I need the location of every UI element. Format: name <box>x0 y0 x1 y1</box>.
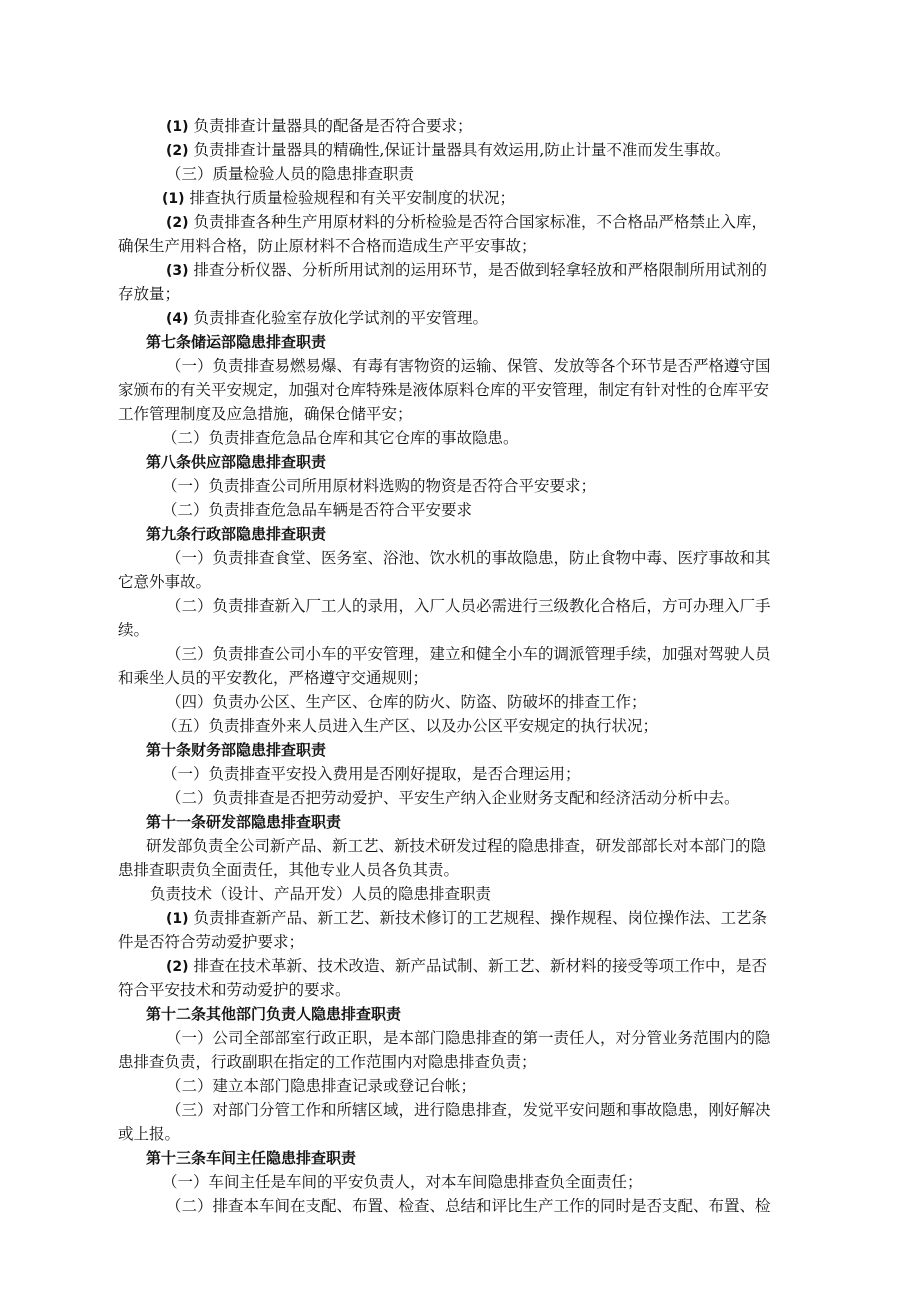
paragraph-line: （一）负责排查平安投入费用是否刚好提取，是否合理运用； <box>162 765 581 783</box>
paragraph-line: 工作管理制度及应急措施，确保仓储平安； <box>118 405 413 423</box>
section-heading: 第十一条研发部隐患排查职责 <box>146 813 342 831</box>
paragraph-line: 确保生产用料合格，防止原材料不合格而造成生产平安事故； <box>118 237 537 255</box>
section-heading: 第八条供应部隐患排查职责 <box>146 453 327 471</box>
paragraph-line: （二）负责排查危急品车辆是否符合平安要求 <box>162 501 473 519</box>
paragraph-line: 件是否符合劳动爱护要求； <box>118 933 305 951</box>
paragraph-line: （一）负责排查易燃易爆、有毒有害物资的运输、保管、发放等各个环节是否严格遵守国 <box>166 357 771 375</box>
paragraph-line: 符合平安技术和劳动爱护的要求。 <box>118 981 351 999</box>
list-item: (2) 排查在技术革新、技术改造、新产品试制、新工艺、新材料的接受等项工作中，是否 <box>166 957 767 975</box>
paragraph-line: 或上报。 <box>118 1125 181 1143</box>
list-item: (2) 负责排查计量器具的精确性,保证计量器具有效运用,防止计量不准而发生事故。 <box>166 141 731 159</box>
list-item: (3) 排查分析仪器、分析所用试剂的运用环节，是否做到轻拿轻放和严格限制所用试剂的 <box>166 261 767 279</box>
section-subtitle: 负责技术（设计、产品开发）人员的隐患排查职责 <box>150 885 492 903</box>
paragraph-line: 它意外事故。 <box>118 573 212 591</box>
paragraph-line: （二）排查本车间在支配、布置、检查、总结和评比生产工作的同时是否支配、布置、检 <box>166 1197 771 1215</box>
paragraph-line: 和乘坐人员的平安教化，严格遵守交通规则； <box>118 669 429 687</box>
section-heading: 第十三条车间主任隐患排查职责 <box>146 1149 357 1167</box>
paragraph-line: （一）负责排查公司所用原材料选购的物资是否符合平安要求； <box>162 477 597 495</box>
list-item: (1) 负责排查计量器具的配备是否符合要求； <box>166 117 473 135</box>
paragraph-line: （二）负责排查新入厂工人的录用，入厂人员必需进行三级教化合格后，方可办理入厂手 <box>166 597 771 615</box>
list-item: (2) 负责排查各种生产用原材料的分析检验是否符合国家标准，不合格品严格禁止入库， <box>166 213 767 231</box>
paragraph-line: 患排查职责负全面责任，其他专业人员各负其责。 <box>118 861 460 879</box>
paragraph-line: （三）对部门分管工作和所辖区域，进行隐患排查，发觉平安问题和事故隐患，刚好解决 <box>166 1101 771 1119</box>
list-item: (1) 排查执行质量检验规程和有关平安制度的状况； <box>162 189 515 207</box>
list-item: (4) 负责排查化验室存放化学试剂的平安管理。 <box>166 309 488 327</box>
section-heading: 第十条财务部隐患排查职责 <box>146 741 327 759</box>
paragraph-line: （一）车间主任是车间的平安负责人，对本车间隐患排查负全面责任； <box>162 1173 643 1191</box>
paragraph-line: 研发部负责全公司新产品、新工艺、新技术研发过程的隐患排查，研发部部长对本部门的隐 <box>146 837 767 855</box>
paragraph-line: （二）负责排查是否把劳动爱护、平安生产纳入企业财务支配和经济活动分析中去。 <box>166 789 740 807</box>
section-heading: 第七条储运部隐患排查职责 <box>146 333 327 351</box>
section-heading: 第九条行政部隐患排查职责 <box>146 525 327 543</box>
paragraph-line: （三）负责排查公司小车的平安管理，建立和健全小车的调派管理手续，加强对驾驶人员 <box>166 645 771 663</box>
section-subtitle: （三）质量检验人员的隐患排查职责 <box>166 165 415 183</box>
paragraph-line: （五）负责排查外来人员进入生产区、以及办公区平安规定的执行状况； <box>162 717 659 735</box>
paragraph-line: （二）建立本部门隐患排查记录或登记台帐； <box>166 1077 477 1095</box>
list-item: (1) 负责排查新产品、新工艺、新技术修订的工艺规程、操作规程、岗位操作法、工艺条 <box>166 909 767 927</box>
section-heading: 第十二条其他部门负责人隐患排查职责 <box>146 1005 402 1023</box>
paragraph-line: 续。 <box>118 621 150 639</box>
paragraph-line: 存放量； <box>118 285 181 303</box>
paragraph-line: （二）负责排查危急品仓库和其它仓库的事故隐患。 <box>162 429 519 447</box>
paragraph-line: 家颁布的有关平安规定，加强对仓库特殊是液体原料仓库的平安管理，制定有针对性的仓库平安 <box>118 381 770 399</box>
paragraph-line: （一）负责排查食堂、医务室、浴池、饮水机的事故隐患，防止食物中毒、医疗事故和其 <box>166 549 771 567</box>
paragraph-line: （四）负责办公区、生产区、仓库的防火、防盗、防破坏的排查工作； <box>166 693 647 711</box>
paragraph-line: 患排查负责，行政副职在指定的工作范围内对隐患排查负责； <box>118 1053 537 1071</box>
paragraph-line: （一）公司全部部室行政正职，是本部门隐患排查的第一责任人，对分管业务范围内的隐 <box>166 1029 771 1047</box>
